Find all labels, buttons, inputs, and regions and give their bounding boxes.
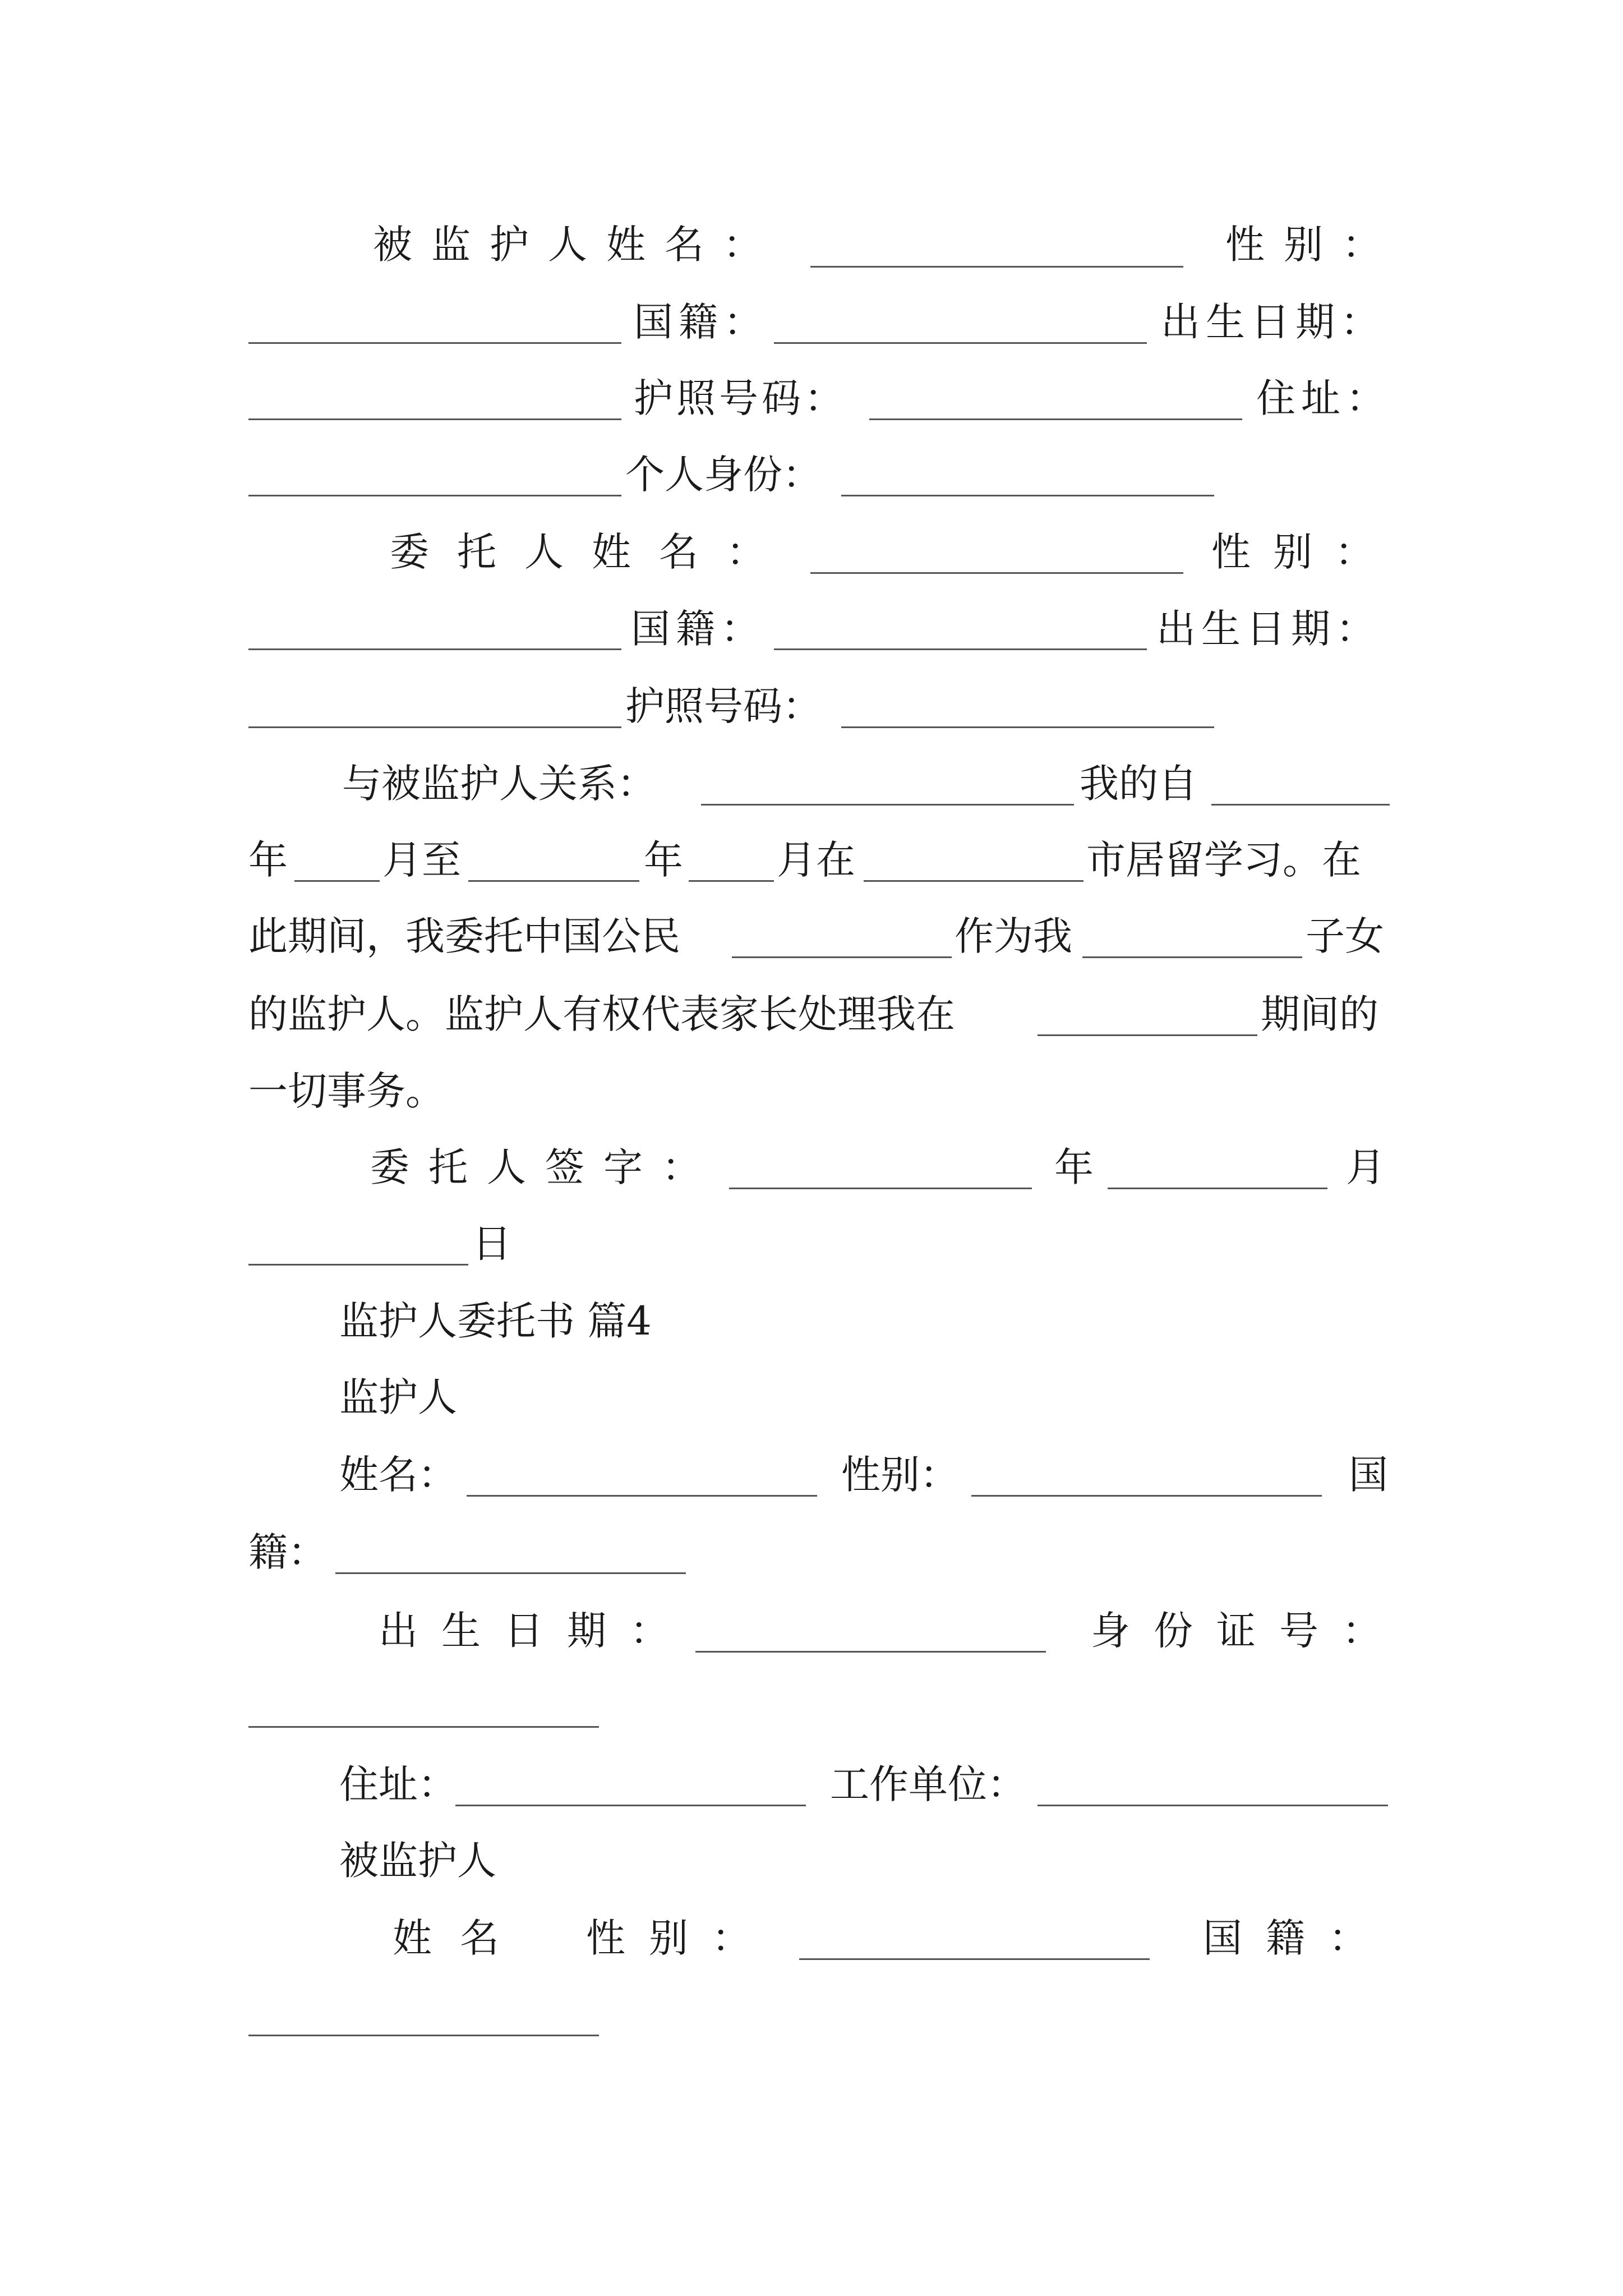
guardian-address-label: 住址： xyxy=(339,1761,457,1807)
ward-address-label: 住址： xyxy=(1256,375,1391,421)
delegator-gender-blank[interactable] xyxy=(248,648,621,650)
ward-gender-blank[interactable] xyxy=(248,342,621,344)
ward-gender-field-s4[interactable] xyxy=(799,1958,1150,1960)
text-yue-zhi: 月至 xyxy=(382,837,461,883)
guardian-nationality-field[interactable] xyxy=(335,1572,686,1574)
ward-passport-label: 护照号码： xyxy=(634,375,847,421)
signature-year-label: 年 xyxy=(1054,1144,1094,1190)
guardian-name-label: 姓名： xyxy=(339,1452,457,1498)
text-nian-b: 年 xyxy=(644,837,683,883)
guardian-workplace-field[interactable] xyxy=(1038,1805,1388,1806)
text-line5: 一切事务。 xyxy=(248,1068,445,1114)
text-line4-b: 期间的 xyxy=(1261,991,1378,1037)
guardian-id-field[interactable] xyxy=(248,1726,599,1728)
signature-blank[interactable] xyxy=(729,1188,1032,1189)
delegator-birth-blank[interactable] xyxy=(248,726,621,728)
guardian-nationality-label-a: 国 xyxy=(1349,1452,1388,1498)
ward-nationality-field-s4[interactable] xyxy=(248,2035,599,2036)
guardian-name-field[interactable] xyxy=(467,1495,817,1497)
relation-label: 与被监护人关系： xyxy=(342,761,656,807)
signature-month-label: 月 xyxy=(1346,1144,1385,1190)
guardian-workplace-label: 工作单位： xyxy=(830,1761,1026,1807)
delegator-birth-label: 出生日期： xyxy=(1156,606,1381,652)
ward-birth-blank[interactable] xyxy=(248,418,621,420)
signature-month-blank[interactable] xyxy=(248,1264,468,1266)
guardian-birth-field[interactable] xyxy=(695,1651,1046,1653)
guardian-gender-field[interactable] xyxy=(971,1495,1322,1497)
ward-id-blank[interactable] xyxy=(841,495,1214,496)
section4-heading: 监护人委托书 篇4 xyxy=(339,1298,652,1344)
text-yue-zai: 月在 xyxy=(777,837,855,883)
relation-blank[interactable] xyxy=(701,804,1074,806)
delegator-name-label: 委托人姓名： xyxy=(390,529,794,575)
delegator-passport-label: 护照号码： xyxy=(625,683,822,729)
signature-year-blank[interactable] xyxy=(1108,1188,1327,1189)
delegator-nationality-label: 国籍： xyxy=(631,606,766,652)
ward-nationality-blank[interactable] xyxy=(774,342,1147,344)
ward-name-label: 被监护人姓名： xyxy=(373,222,781,268)
text-nian-a: 年 xyxy=(248,837,288,883)
child-blank[interactable] xyxy=(1082,956,1302,958)
to-year-blank[interactable] xyxy=(468,880,639,882)
guardian-gender-label: 性别： xyxy=(841,1452,959,1498)
guardian-address-field[interactable] xyxy=(455,1805,806,1806)
city-blank[interactable] xyxy=(864,880,1083,882)
delegator-name-blank[interactable] xyxy=(810,572,1183,574)
signature-label: 委托人签字： xyxy=(370,1144,720,1190)
ward-address-blank[interactable] xyxy=(248,495,621,496)
delegator-passport-blank[interactable] xyxy=(841,726,1214,728)
ward-nationality-label: 国籍： xyxy=(634,299,768,345)
text-wode-zi: 我的自 xyxy=(1080,761,1197,807)
from-month-blank[interactable] xyxy=(294,880,380,882)
guardian-name-blank[interactable] xyxy=(732,956,952,958)
delegator-nationality-blank[interactable] xyxy=(774,648,1147,650)
ward-name-blank[interactable] xyxy=(810,266,1183,268)
signature-day-label: 日 xyxy=(472,1221,511,1267)
ward-gender-label: 性别： xyxy=(1225,222,1400,268)
period-blank[interactable] xyxy=(1038,1034,1257,1036)
guardian-birth-label: 出生日期： xyxy=(379,1608,693,1654)
ward-name-label-s4: 姓名 xyxy=(393,1915,527,1961)
text-city-stay: 市居留学习。在 xyxy=(1086,837,1361,883)
text-line3-a: 此期间，我委托中国公民 xyxy=(248,913,680,959)
ward-passport-blank[interactable] xyxy=(869,418,1242,420)
guardian-title: 监护人 xyxy=(339,1374,457,1420)
ward-gender-label-s4: 性别： xyxy=(586,1915,774,1961)
text-line3-b: 作为我 xyxy=(955,913,1072,959)
delegator-gender-label: 性别： xyxy=(1211,529,1396,575)
ward-title: 被监护人 xyxy=(339,1838,496,1884)
guardian-nationality-label-b: 籍： xyxy=(248,1529,327,1575)
from-year-blank[interactable] xyxy=(1211,804,1390,806)
text-line3-c: 子女 xyxy=(1306,913,1384,959)
ward-id-label: 个人身份： xyxy=(625,452,822,498)
guardian-id-label: 身份证号： xyxy=(1091,1608,1405,1654)
ward-birth-label: 出生日期： xyxy=(1161,299,1385,345)
to-month-blank[interactable] xyxy=(689,880,774,882)
text-line4-a: 的监护人。监护人有权代表家长处理我在 xyxy=(248,991,955,1037)
ward-nationality-label-s4: 国籍： xyxy=(1203,1915,1391,1961)
